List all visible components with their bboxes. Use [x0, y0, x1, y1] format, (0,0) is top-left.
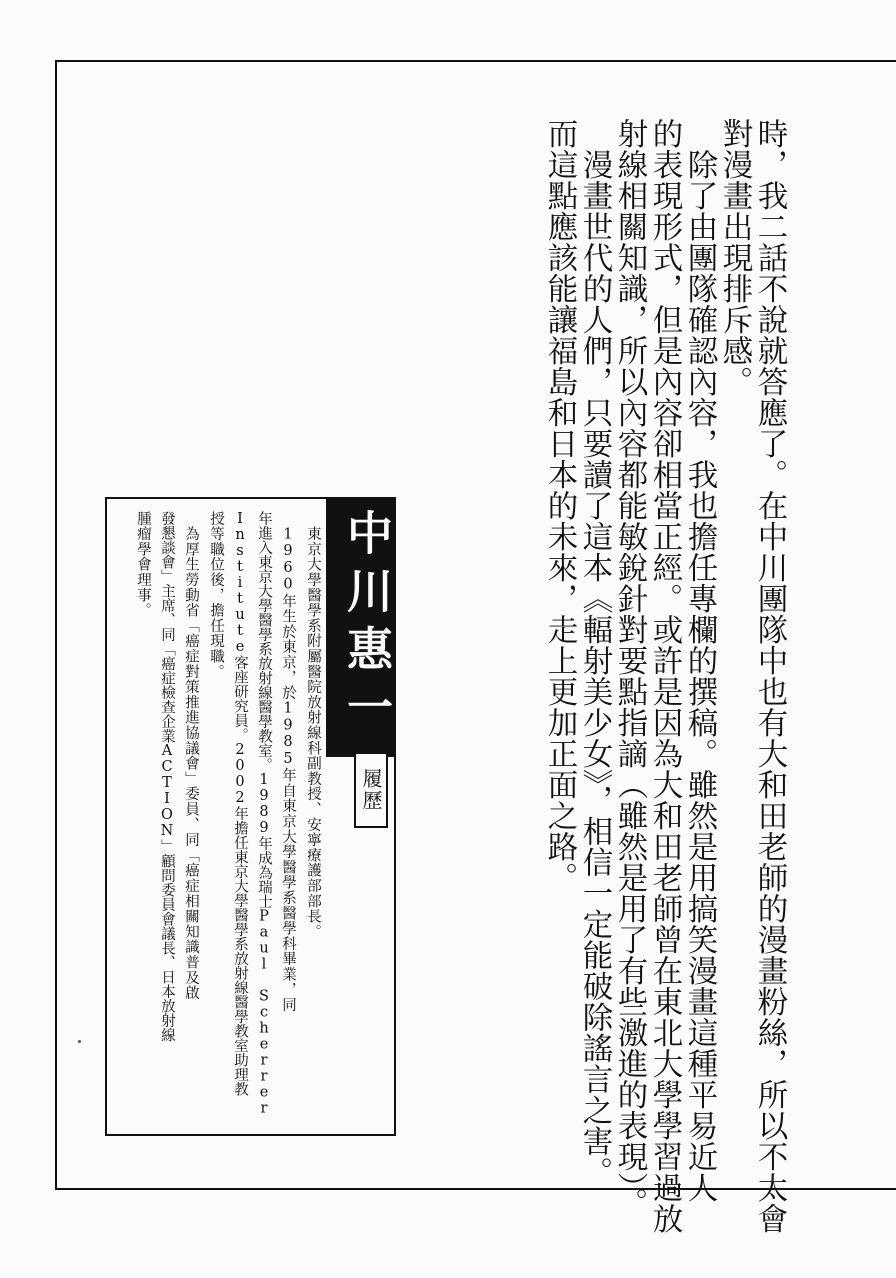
bio-line-1: 東京大學醫學系附屬醫院放射線科副教授、安寧療護部部長。 [305, 511, 321, 940]
essay-column-7: 而這點應該能讓福島和日本的未來，走上更加正面之路。 [542, 118, 577, 893]
bio-line-8: 腫瘤學會理事。 [135, 511, 151, 619]
essay-column-3: 除了由團隊確認內容，我也擔任專欄的撰稿。雖然是用搞笑漫畫這種平易近人 [682, 118, 717, 1203]
essay-column-2: 對漫畫出現排斥感。 [717, 118, 752, 397]
scan-speck [78, 1040, 81, 1043]
bio-line-2: 1960年生於東京，於1985年自東京大學醫學系醫學科畢業，同 [280, 511, 296, 1013]
bio-line-5: 授等職位後，擔任現職。 [208, 511, 224, 680]
essay-column-5: 射線相關知識，所以內容都能敏銳針對要點指謫（雖然是用了有些激進的表現）。 [612, 118, 647, 1219]
bio-line-6: 為厚生勞動省「癌症對策推進協議會」委員、同「癌症相關知識普及啟 [183, 511, 199, 1001]
bio-line-4: Institute客座研究員。2002年擔任東京大學醫學系放射線醫學教室助理教 [232, 511, 248, 1096]
profile-box [105, 497, 396, 1136]
name-band [326, 499, 394, 757]
resume-label: 履歷 [359, 768, 383, 812]
essay-column-4: 的表現形式，但是內容卻相當正經。或許是因為大和田老師曾在東北大學學習過放 [647, 118, 682, 1234]
bio-line-3: 年進入東京大學醫學系放射線醫學教室。1989年成為瑞士Paul Scherrer [256, 511, 272, 1117]
bio-line-7: 發懇談會」主席、同「癌症檢查企業ACTION」顧問委員會議長、日本放射線 [159, 511, 175, 1042]
resume-badge [354, 752, 388, 828]
essay-column-6: 漫畫世代的人們，只要讀了這本《輻射美少女》，相信一定能破除謠言之害。 [577, 118, 612, 1188]
essay-column-1: 時，我二話不說就答應了。在中川團隊中也有大和田老師的漫畫粉絲，所以不太會 [752, 118, 787, 1234]
profile-name: 中川惠一 [340, 509, 394, 741]
